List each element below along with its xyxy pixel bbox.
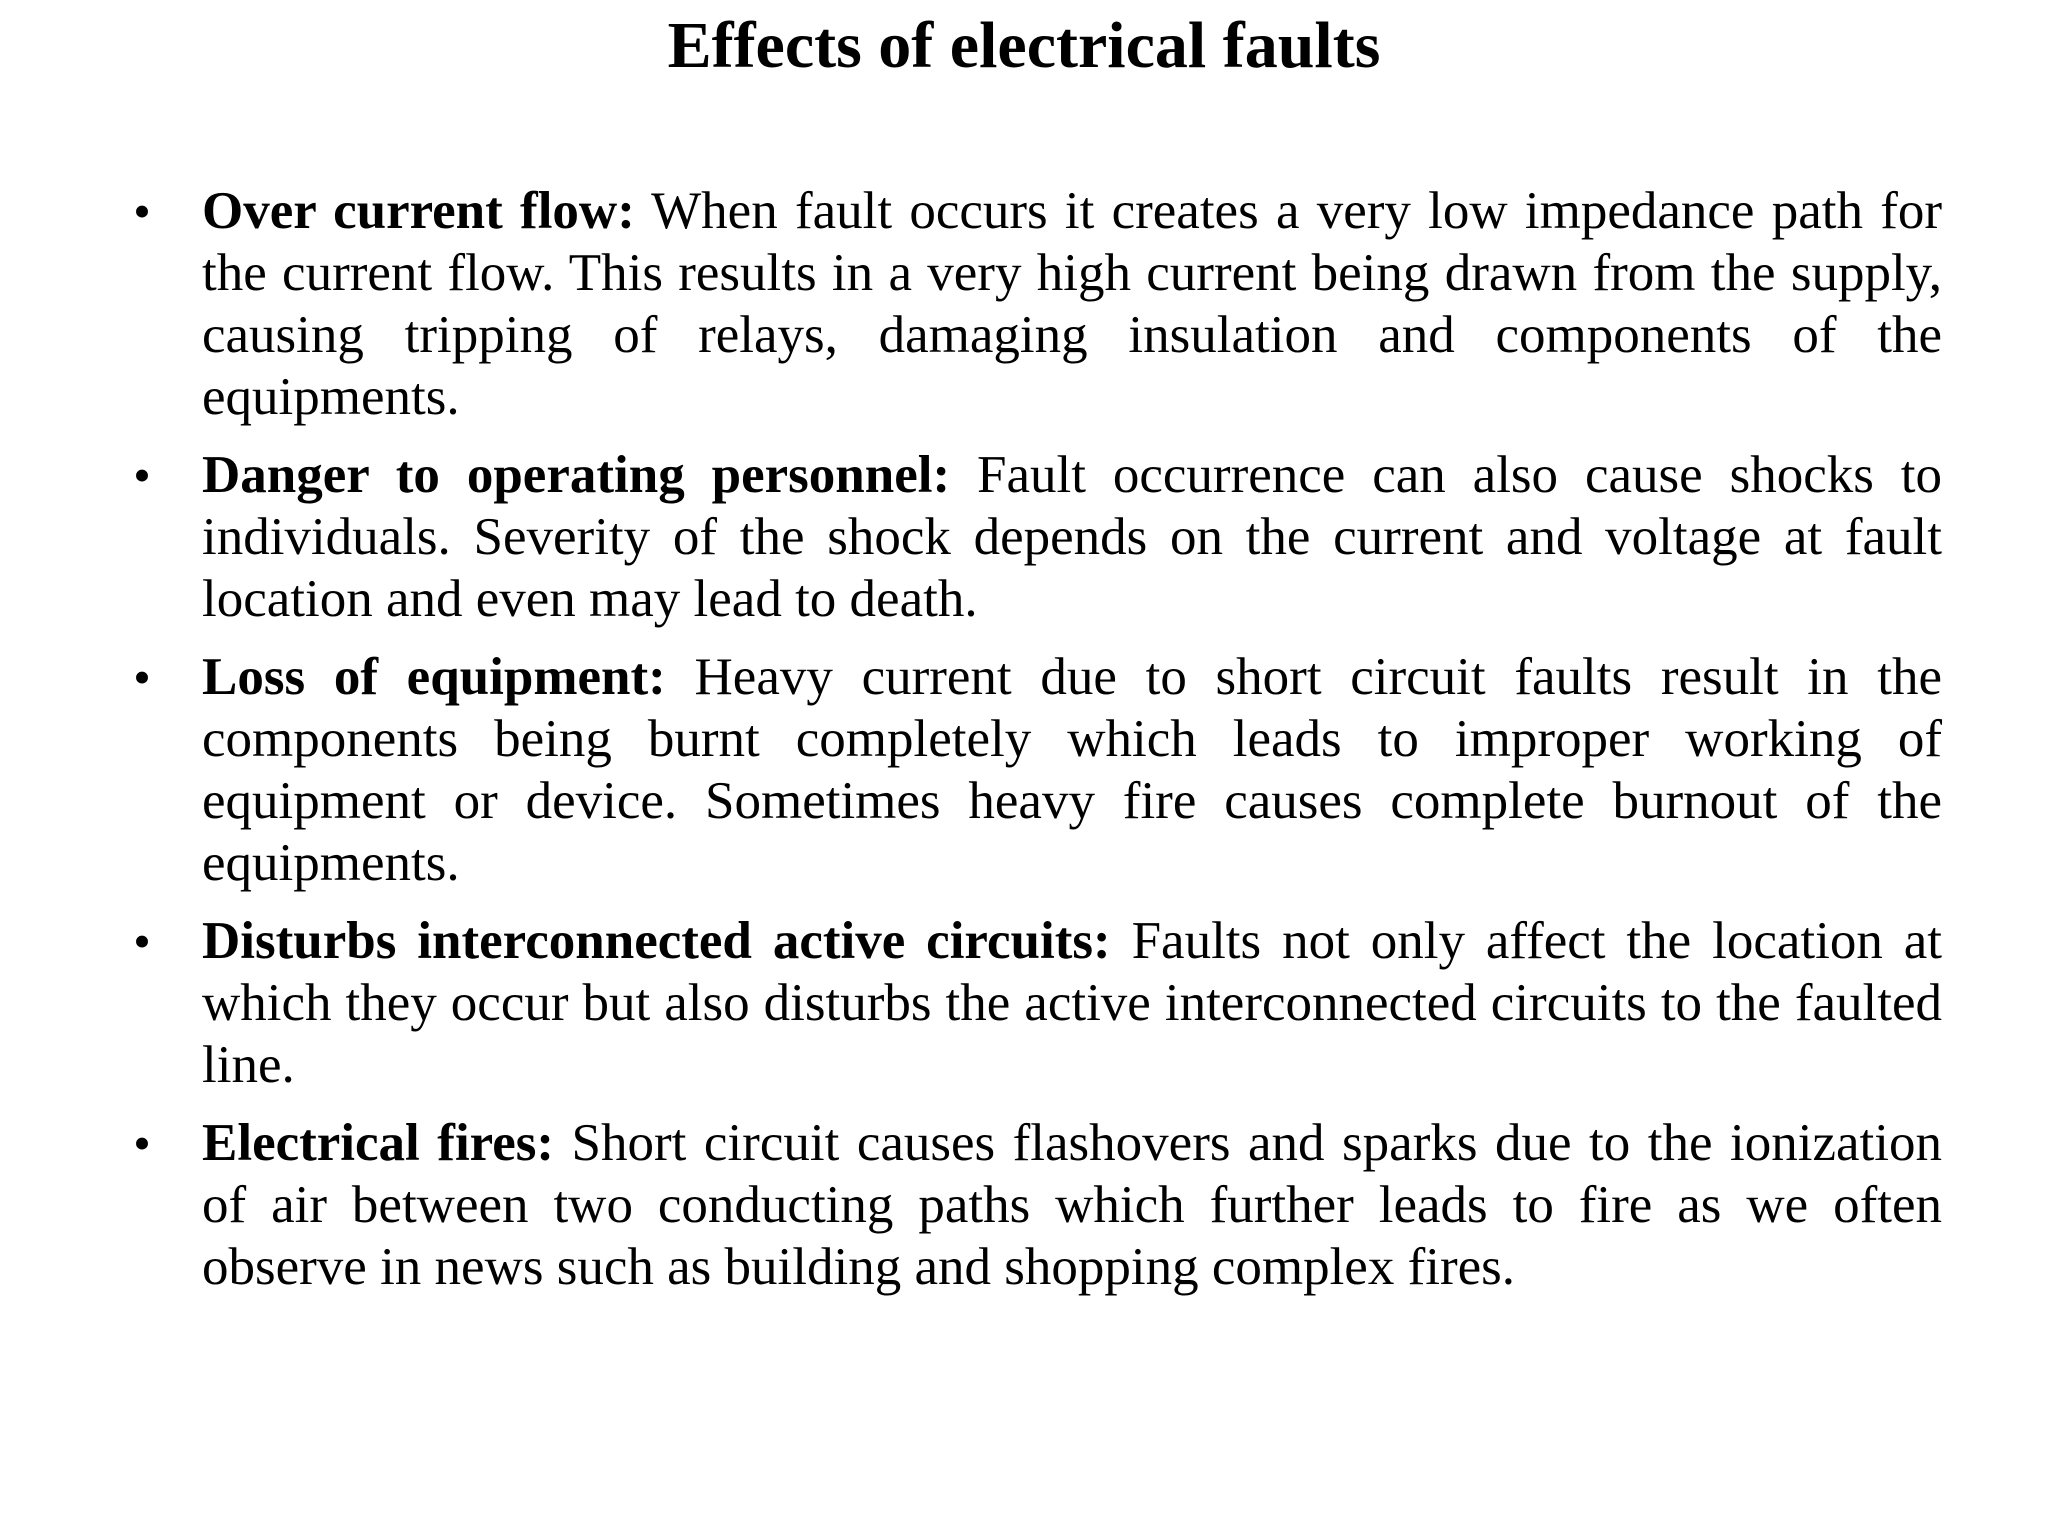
bullet-text: Fault occurrence can also cause shocks to individuals. Severity of the shock depends on the current and voltage at fault location and even may lead to death. xyxy=(202,446,1942,628)
bullet-marker: • xyxy=(133,183,151,239)
bullet-text: When fault occurs it creates a very low impedance path for the current flow. This results in a very high current being drawn from the supply, causing tripping of relays, damaging insulation and components of the equipments. xyxy=(202,182,1942,426)
bullet-marker: • xyxy=(133,1115,151,1171)
bullet-marker: • xyxy=(133,913,151,969)
bullet-term: Loss of equipment: xyxy=(202,648,666,706)
slide-title: Effects of electrical faults xyxy=(667,9,1381,82)
bullet-text: Short circuit causes flashovers and sparks due to the ionization of air between two conducting paths which further leads to fire as we often observe in news such as building and shopping complex fires. xyxy=(202,1114,1942,1296)
bullet-item-danger-to-personnel xyxy=(133,444,1942,630)
bullet-item-over-current-flow xyxy=(133,180,1942,428)
bullet-item-loss-of-equipment xyxy=(133,646,1942,894)
bullet-marker: • xyxy=(133,447,151,503)
bullet-term: Over current flow: xyxy=(202,182,635,240)
bullet-term: Electrical fires: xyxy=(202,1114,555,1172)
bullet-item-electrical-fires xyxy=(133,1112,1942,1298)
bullet-item-disturbs-circuits xyxy=(133,910,1942,1096)
bullet-term: Danger to operating personnel: xyxy=(202,446,951,504)
bullet-marker: • xyxy=(133,649,151,705)
bullet-text: Heavy current due to short circuit faults result in the components being burnt completely which leads to improper working of equipment or device. Sometimes heavy fire causes complete burnout of the equipments. xyxy=(202,648,1942,892)
bullet-list xyxy=(133,180,1942,1314)
bullet-text: Faults not only affect the location at which they occur but also disturbs the active interconnected circuits to the faulted line. xyxy=(202,912,1942,1094)
bullet-term: Disturbs interconnected active circuits: xyxy=(202,912,1111,970)
